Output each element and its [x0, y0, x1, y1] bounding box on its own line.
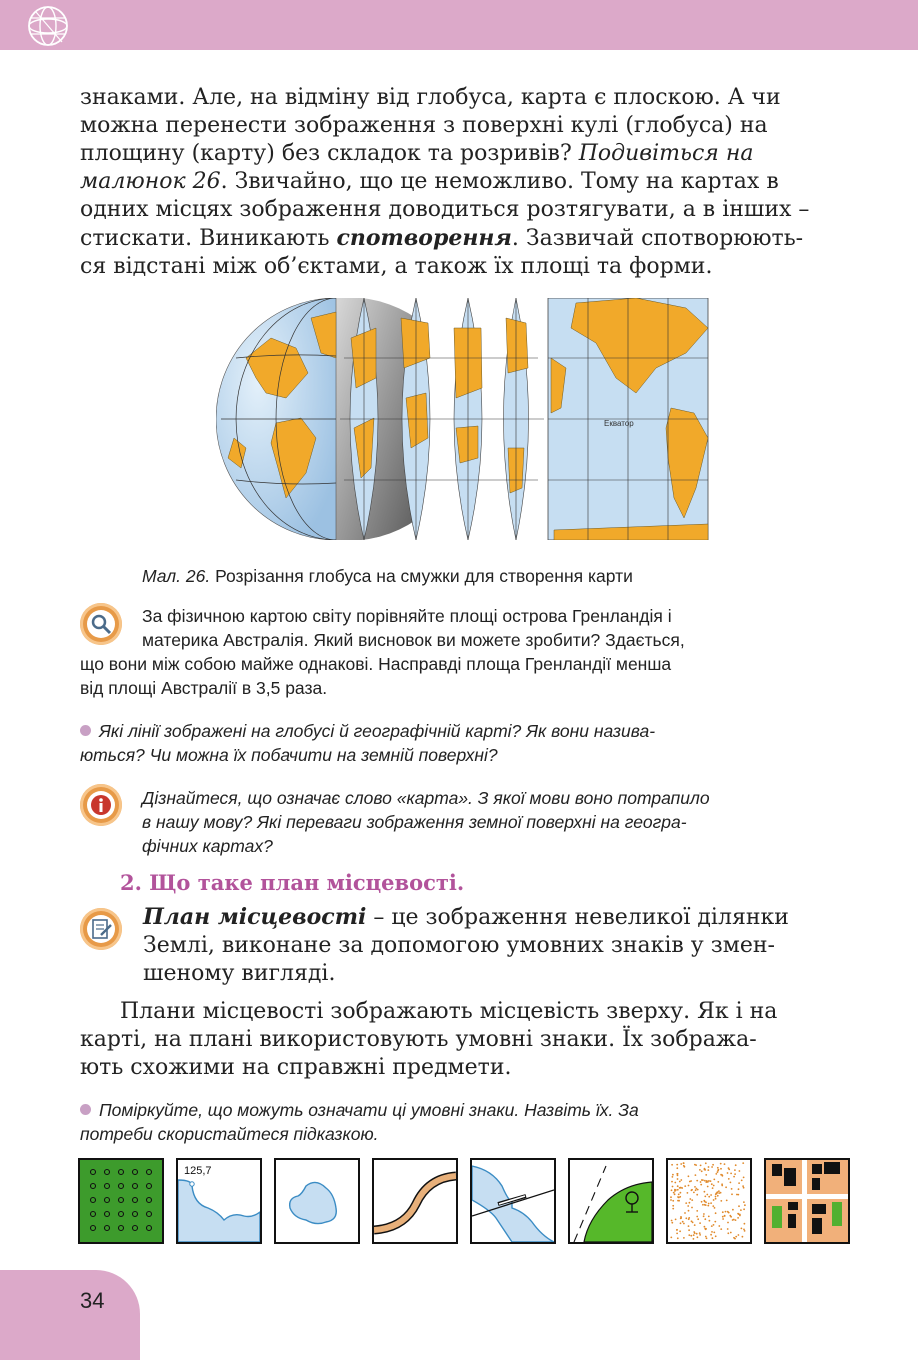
bullet-icon	[80, 1104, 91, 1115]
text-line	[80, 168, 845, 196]
conventional-signs-row	[78, 1158, 848, 1246]
lake-sign-icon	[274, 1158, 360, 1244]
page-header-bar	[0, 0, 918, 50]
text-line	[80, 140, 845, 168]
text-line	[80, 1098, 845, 1122]
text-line	[80, 719, 845, 743]
text-line: що вони між собою майже однакові. Насправді площа Гренландії менша	[80, 654, 672, 674]
road-sign-icon	[372, 1158, 458, 1244]
text-span: . Зазвичай спотворюють-	[511, 226, 804, 251]
text-span: Поміркуйте, що можуть означати ці умовні знаки. Назвіть їх. За	[99, 1100, 639, 1120]
forest-sign-icon	[568, 1158, 654, 1244]
text-line: карті, на плані використовують умовні знаки. Їх зобража-	[80, 1027, 757, 1052]
text-line: За фізичною картою світу порівняйте площі острова Гренландія і	[142, 606, 672, 626]
figure-reference: малюнок 26	[80, 169, 221, 194]
page-number: 34	[80, 1288, 105, 1313]
question-lines	[80, 1098, 845, 1146]
text-line	[80, 224, 845, 253]
globe-gores-figure	[216, 298, 710, 540]
text-span: – це зображення невеликої ділянки	[366, 905, 789, 930]
intro-paragraph	[80, 84, 845, 281]
key-term: План місцевості	[143, 904, 367, 930]
search-note	[80, 604, 845, 700]
text-line: ся відстані між об’єктами, а також їх площі та форми.	[80, 254, 713, 279]
caption-text: Розрізання глобуса на смужки для створення карти	[210, 566, 633, 586]
figure-reference: Подивіться на	[578, 141, 754, 166]
text-line: Плани місцевості зображають місцевість зверху. Як і на	[120, 999, 778, 1024]
info-icon	[80, 784, 122, 826]
figure-caption	[142, 566, 633, 587]
text-span: стискати. Виникають	[80, 226, 337, 251]
info-note	[142, 786, 845, 858]
text-line: ються? Чи можна їх побачити на земній поверхні?	[80, 745, 498, 765]
text-line: знаками. Але, на відміну від глобуса, карта є плоскою. А чи	[80, 85, 781, 110]
globe-logo-icon	[26, 4, 70, 48]
text-line: в нашу мову? Які переваги зображення земної поверхні на геогра-	[142, 812, 687, 832]
definition-block	[143, 903, 845, 988]
text-line: від площі Австралії в 3,5 раза.	[80, 678, 328, 698]
text-span: . Звичайно, що це неможливо. Тому на картах в	[220, 169, 779, 194]
bullet-icon	[80, 725, 91, 736]
text-line: Дізнайтеся, що означає слово «карта». З якої мови воно потрапило	[142, 788, 710, 808]
text-line: потреби скористайтеся підказкою.	[80, 1124, 379, 1144]
bridge-sign-icon	[470, 1158, 556, 1244]
settlement-sign-icon	[764, 1158, 850, 1244]
text-span: площину (карту) без складок та розривів?	[80, 141, 579, 166]
orchard-sign-icon	[78, 1158, 164, 1244]
section-heading: 2. Що таке план місцевості.	[120, 870, 465, 895]
sand-sign-icon	[666, 1158, 752, 1244]
notebook-icon	[80, 908, 122, 950]
text-line: шеному вигляді.	[143, 961, 336, 986]
page-corner-tab	[0, 1270, 140, 1360]
text-line: можна перенести зображення з поверхні кулі (глобуса) на	[80, 113, 768, 138]
elevation-mark-label: 125,7	[184, 1165, 212, 1177]
text-line: материка Австралія. Який висновок ви можете зробити? Здається,	[142, 630, 685, 650]
text-line	[143, 903, 845, 932]
text-line: ють схожими на справжні предмети.	[80, 1055, 512, 1080]
question-lines	[80, 719, 845, 767]
text-line: фічних картах?	[142, 836, 273, 856]
caption-prefix: Мал. 26.	[142, 566, 211, 586]
key-term: спотворення	[336, 225, 512, 251]
plans-paragraph	[80, 998, 845, 1082]
text-line: Землі, виконане за допомогою умовних знаків у змен-	[143, 933, 775, 958]
text-span: Які лінії зображені на глобусі й географічній карті? Як вони назива-	[99, 721, 656, 741]
lake-shore-elevation-sign-icon	[176, 1158, 262, 1244]
text-line: одних місцях зображення доводиться розтягувати, а в інших –	[80, 197, 810, 222]
equator-label: Екватор	[604, 419, 634, 428]
